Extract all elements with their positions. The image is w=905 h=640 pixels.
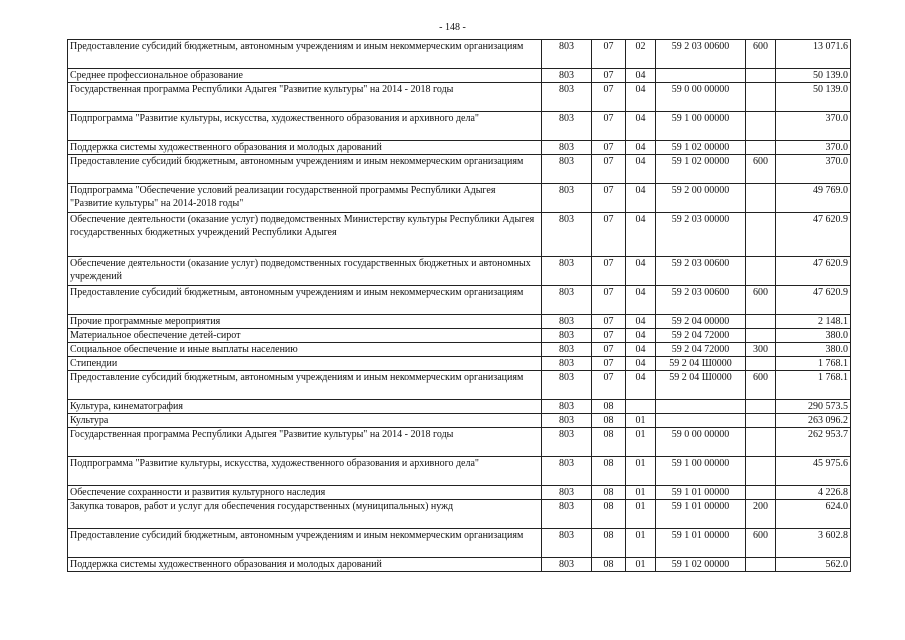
section-cell: 08 [592,414,626,428]
expense-type-cell [746,414,776,428]
amount-cell: 47 620.9 [776,213,851,257]
section-cell: 07 [592,315,626,329]
ministry-code-cell: 803 [542,357,592,371]
ministry-code-cell: 803 [542,155,592,184]
ministry-code-cell: 803 [542,286,592,315]
section-cell: 07 [592,155,626,184]
amount-cell: 262 953.7 [776,428,851,457]
section-cell: 07 [592,371,626,400]
subsection-cell: 04 [626,184,656,213]
section-cell: 07 [592,213,626,257]
subsection-cell: 04 [626,69,656,83]
budget-table [67,39,851,572]
target-article-cell: 59 0 00 00000 [656,83,746,112]
target-article-cell: 59 2 03 00600 [656,257,746,286]
target-article-cell: 59 1 02 00000 [656,558,746,572]
row-name-cell: Культура [68,414,542,428]
table-row [68,357,851,371]
ministry-code-cell: 803 [542,529,592,558]
section-cell: 07 [592,343,626,357]
row-name-cell: Предоставление субсидий бюджетным, автономным учреждениям и иным некоммерческим организациям [68,286,542,315]
ministry-code-cell: 803 [542,329,592,343]
section-cell: 08 [592,457,626,486]
table-row [68,83,851,112]
amount-cell: 370.0 [776,112,851,141]
expense-type-cell [746,257,776,286]
table-row [68,529,851,558]
expense-type-cell [746,329,776,343]
amount-cell: 1 768.1 [776,357,851,371]
section-cell: 07 [592,141,626,155]
subsection-cell: 01 [626,500,656,529]
section-cell: 07 [592,83,626,112]
subsection-cell: 04 [626,315,656,329]
amount-cell: 4 226.8 [776,486,851,500]
ministry-code-cell: 803 [542,112,592,141]
row-name-cell: Предоставление субсидий бюджетным, автономным учреждениям и иным некоммерческим организациям [68,155,542,184]
target-article-cell: 59 1 01 00000 [656,500,746,529]
ministry-code-cell: 803 [542,500,592,529]
target-article-cell: 59 1 00 00000 [656,112,746,141]
row-name-cell: Поддержка системы художественного образования и молодых дарований [68,558,542,572]
target-article-cell: 59 2 04 Ш0000 [656,371,746,400]
section-cell: 07 [592,286,626,315]
subsection-cell: 04 [626,286,656,315]
expense-type-cell [746,184,776,213]
expense-type-cell [746,486,776,500]
table-row [68,184,851,213]
section-cell: 07 [592,69,626,83]
subsection-cell: 04 [626,141,656,155]
row-name-cell: Обеспечение сохранности и развития культурного наследия [68,486,542,500]
row-name-cell: Предоставление субсидий бюджетным, автономным учреждениям и иным некоммерческим организациям [68,40,542,69]
expense-type-cell [746,357,776,371]
target-article-cell: 59 2 04 Ш0000 [656,357,746,371]
amount-cell: 50 139.0 [776,83,851,112]
table-row [68,329,851,343]
subsection-cell: 01 [626,457,656,486]
table-row [68,558,851,572]
expense-type-cell [746,112,776,141]
row-name-cell: Подпрограмма "Развитие культуры, искусства, художественного образования и архивного дела" [68,457,542,486]
table-row [68,371,851,400]
row-name-cell: Стипендии [68,357,542,371]
ministry-code-cell: 803 [542,457,592,486]
row-name-cell: Государственная программа Республики Адыгея "Развитие культуры" на 2014 - 2018 годы [68,428,542,457]
ministry-code-cell: 803 [542,343,592,357]
ministry-code-cell: 803 [542,486,592,500]
amount-cell: 624.0 [776,500,851,529]
target-article-cell: 59 1 01 00000 [656,486,746,500]
subsection-cell [626,400,656,414]
subsection-cell: 04 [626,371,656,400]
subsection-cell: 02 [626,40,656,69]
expense-type-cell [746,400,776,414]
target-article-cell: 59 2 04 72000 [656,329,746,343]
table-row [68,343,851,357]
target-article-cell: 59 2 04 00000 [656,315,746,329]
section-cell: 07 [592,184,626,213]
section-cell: 07 [592,40,626,69]
amount-cell: 290 573.5 [776,400,851,414]
expense-type-cell [746,141,776,155]
table-row [68,69,851,83]
section-cell: 07 [592,357,626,371]
amount-cell: 47 620.9 [776,257,851,286]
ministry-code-cell: 803 [542,428,592,457]
row-name-cell: Подпрограмма "Развитие культуры, искусства, художественного образования и архивного дела" [68,112,542,141]
amount-cell: 380.0 [776,329,851,343]
ministry-code-cell: 803 [542,257,592,286]
amount-cell: 3 602.8 [776,529,851,558]
ministry-code-cell: 803 [542,141,592,155]
expense-type-cell: 300 [746,343,776,357]
subsection-cell: 01 [626,558,656,572]
table-row [68,457,851,486]
expense-type-cell [746,83,776,112]
budget-table-body [68,40,851,572]
target-article-cell: 59 0 00 00000 [656,428,746,457]
table-row [68,155,851,184]
table-row [68,428,851,457]
expense-type-cell: 600 [746,40,776,69]
subsection-cell: 04 [626,112,656,141]
target-article-cell: 59 1 00 00000 [656,457,746,486]
amount-cell: 562.0 [776,558,851,572]
section-cell: 08 [592,529,626,558]
expense-type-cell: 600 [746,155,776,184]
row-name-cell: Поддержка системы художественного образования и молодых дарований [68,141,542,155]
expense-type-cell [746,457,776,486]
row-name-cell: Среднее профессиональное образование [68,69,542,83]
table-row [68,112,851,141]
row-name-cell: Подпрограмма "Обеспечение условий реализации государственной программы Республики Адыгея "Развитие культуры" на 2014-2018 годы" [68,184,542,213]
table-row [68,486,851,500]
ministry-code-cell: 803 [542,213,592,257]
amount-cell: 13 071.6 [776,40,851,69]
expense-type-cell: 600 [746,529,776,558]
expense-type-cell [746,428,776,457]
ministry-code-cell: 803 [542,83,592,112]
subsection-cell: 04 [626,329,656,343]
section-cell: 08 [592,558,626,572]
row-name-cell: Предоставление субсидий бюджетным, автономным учреждениям и иным некоммерческим организациям [68,529,542,558]
subsection-cell: 01 [626,414,656,428]
section-cell: 08 [592,400,626,414]
amount-cell: 370.0 [776,155,851,184]
target-article-cell: 59 2 03 00600 [656,286,746,315]
target-article-cell: 59 1 02 00000 [656,155,746,184]
subsection-cell: 04 [626,343,656,357]
row-name-cell: Предоставление субсидий бюджетным, автономным учреждениям и иным некоммерческим организациям [68,371,542,400]
subsection-cell: 01 [626,428,656,457]
table-row [68,315,851,329]
row-name-cell: Государственная программа Республики Адыгея "Развитие культуры" на 2014 - 2018 годы [68,83,542,112]
table-row [68,500,851,529]
section-cell: 08 [592,428,626,457]
row-name-cell: Прочие программные мероприятия [68,315,542,329]
subsection-cell: 04 [626,83,656,112]
amount-cell: 45 975.6 [776,457,851,486]
ministry-code-cell: 803 [542,184,592,213]
amount-cell: 47 620.9 [776,286,851,315]
section-cell: 08 [592,486,626,500]
table-row [68,40,851,69]
subsection-cell: 04 [626,257,656,286]
row-name-cell: Закупка товаров, работ и услуг для обеспечения государственных (муниципальных) нужд [68,500,542,529]
subsection-cell: 01 [626,529,656,558]
target-article-cell: 59 1 02 00000 [656,141,746,155]
target-article-cell [656,400,746,414]
amount-cell: 2 148.1 [776,315,851,329]
expense-type-cell: 600 [746,286,776,315]
target-article-cell: 59 2 03 00000 [656,213,746,257]
expense-type-cell [746,213,776,257]
expense-type-cell [746,315,776,329]
table-row [68,414,851,428]
subsection-cell: 01 [626,486,656,500]
section-cell: 08 [592,500,626,529]
expense-type-cell: 200 [746,500,776,529]
target-article-cell [656,69,746,83]
amount-cell: 49 769.0 [776,184,851,213]
page-number: - 148 - [439,22,466,33]
row-name-cell: Обеспечение деятельности (оказание услуг) подведомственных государственных бюджетных и автономных учреждений [68,257,542,286]
row-name-cell: Материальное обеспечение детей-сирот [68,329,542,343]
expense-type-cell [746,558,776,572]
target-article-cell: 59 2 04 72000 [656,343,746,357]
ministry-code-cell: 803 [542,414,592,428]
table-row [68,213,851,257]
table-row [68,286,851,315]
target-article-cell [656,414,746,428]
target-article-cell: 59 1 01 00000 [656,529,746,558]
table-row [68,257,851,286]
target-article-cell: 59 2 00 00000 [656,184,746,213]
ministry-code-cell: 803 [542,315,592,329]
row-name-cell: Обеспечение деятельности (оказание услуг) подведомственных Министерству культуры Республики Адыгея государственных бюджетных учреждений Республики Адыгея [68,213,542,257]
subsection-cell: 04 [626,213,656,257]
expense-type-cell: 600 [746,371,776,400]
ministry-code-cell: 803 [542,400,592,414]
amount-cell: 1 768.1 [776,371,851,400]
ministry-code-cell: 803 [542,69,592,83]
table-row [68,400,851,414]
target-article-cell: 59 2 03 00600 [656,40,746,69]
expense-type-cell [746,69,776,83]
table-row [68,141,851,155]
amount-cell: 380.0 [776,343,851,357]
ministry-code-cell: 803 [542,558,592,572]
subsection-cell: 04 [626,357,656,371]
ministry-code-cell: 803 [542,40,592,69]
amount-cell: 50 139.0 [776,69,851,83]
ministry-code-cell: 803 [542,371,592,400]
amount-cell: 370.0 [776,141,851,155]
section-cell: 07 [592,329,626,343]
section-cell: 07 [592,112,626,141]
amount-cell: 263 096.2 [776,414,851,428]
section-cell: 07 [592,257,626,286]
row-name-cell: Культура, кинематография [68,400,542,414]
row-name-cell: Социальное обеспечение и иные выплаты населению [68,343,542,357]
subsection-cell: 04 [626,155,656,184]
